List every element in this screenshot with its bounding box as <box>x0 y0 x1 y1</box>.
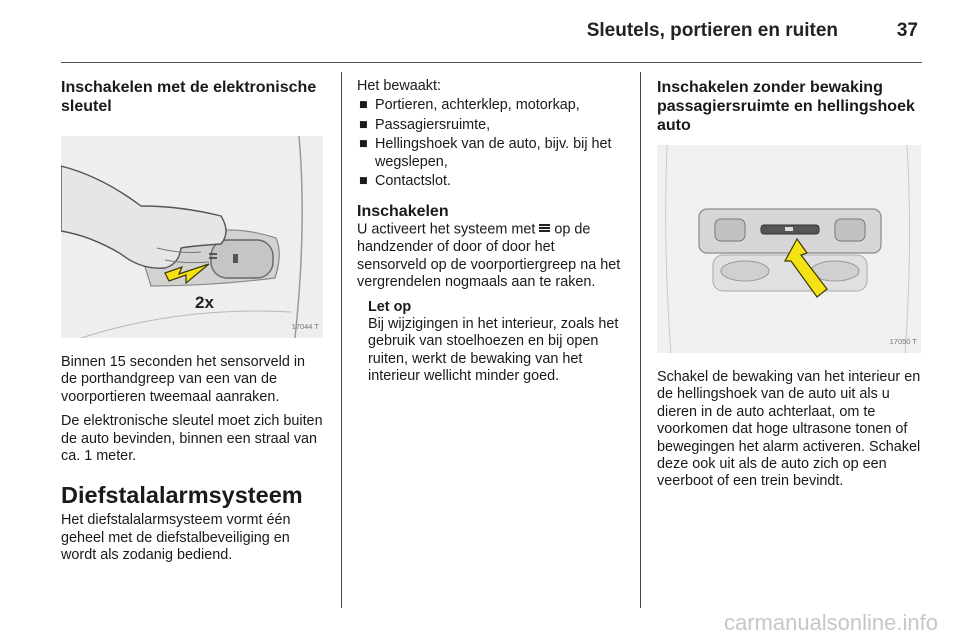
column-1 <box>61 78 325 565</box>
section-heading-activate: Inschakelen <box>357 203 449 221</box>
column-divider-2 <box>640 72 641 608</box>
list-item: ■ Contactslot. <box>359 173 451 190</box>
interior-light-figure <box>657 145 921 353</box>
monitoring-list <box>357 97 625 190</box>
bullet-icon: ■ <box>359 116 368 133</box>
note-text: Bij wijzigingen in het interieur, zoals het gebruik van stoelhoezen en bij open ruiten, werkt de bewaking van het interieur wellicht minder goed. <box>368 315 619 385</box>
door-handle-figure <box>61 136 323 338</box>
running-header-title: Sleutels, portieren en ruiten <box>586 20 838 41</box>
door-handle-illustration <box>61 136 323 338</box>
watermark: carmanualsonline.info <box>723 610 938 635</box>
monitoring-intro: Het bewaakt: <box>357 78 441 94</box>
header-rule <box>61 62 922 63</box>
section-heading-no-monitoring: Inschakelen zonder bewaking passagiersruimte en hellingshoek auto <box>657 79 915 134</box>
paragraph-activate: U activeert het systeem met op de handzender of door of door het sensorveld op de voorportiergreep na het vergrendelen nogmaals aan te raken. <box>357 221 621 291</box>
lock-icon <box>539 221 550 238</box>
page-number: 37 <box>896 20 918 41</box>
paragraph-anti-theft: Het diefstalalarmsysteem vormt één geheel met de diefstalbeveiliging en wordt als zodanig bediend. <box>61 512 291 564</box>
note-title: Let op <box>368 298 412 315</box>
section-heading-anti-theft: Diefstalalarmsysteem <box>61 482 303 509</box>
column-2 <box>357 78 625 386</box>
figure-label-2x: 2x <box>195 293 214 312</box>
bullet-icon: ■ <box>359 97 368 114</box>
paragraph-key-range: De elektronische sleutel moet zich buiten de auto bevinden, binnen een straal van ca. 1 meter. <box>61 413 323 465</box>
bullet-icon: ■ <box>359 136 368 153</box>
section-heading-electronic-key: Inschakelen met de elektronische sleutel <box>61 79 317 115</box>
figure-code: 17044 T <box>291 321 319 331</box>
list-item: ■ Passagiersruimte, <box>359 116 491 133</box>
list-item: ■ Portieren, achterklep, motorkap, <box>359 97 580 114</box>
bullet-icon: ■ <box>359 173 368 190</box>
interior-light-illustration <box>657 145 921 353</box>
list-item: ■ Hellingshoek van de auto, bijv. bij het wegslepen, <box>359 136 612 170</box>
paragraph-disable-monitoring: Schakel de bewaking van het interieur en de hellingshoek van de auto uit als u dieren in de auto achterlaat, om te voorkomen dat hoge ultrasone tonen of bewegingen het alarm activeren. Schakel deze ook uit als de auto zich op een veerboot of een trein bevindt. <box>657 369 921 490</box>
column-divider-1 <box>341 72 342 608</box>
figure-code: 17050 T <box>889 336 917 346</box>
note-block <box>357 299 625 386</box>
column-3 <box>657 78 923 491</box>
paragraph-sensor-field: Binnen 15 seconden het sensorveld in de porthandgreep van een van de voorportieren tweemaal aanraken. <box>61 354 306 405</box>
